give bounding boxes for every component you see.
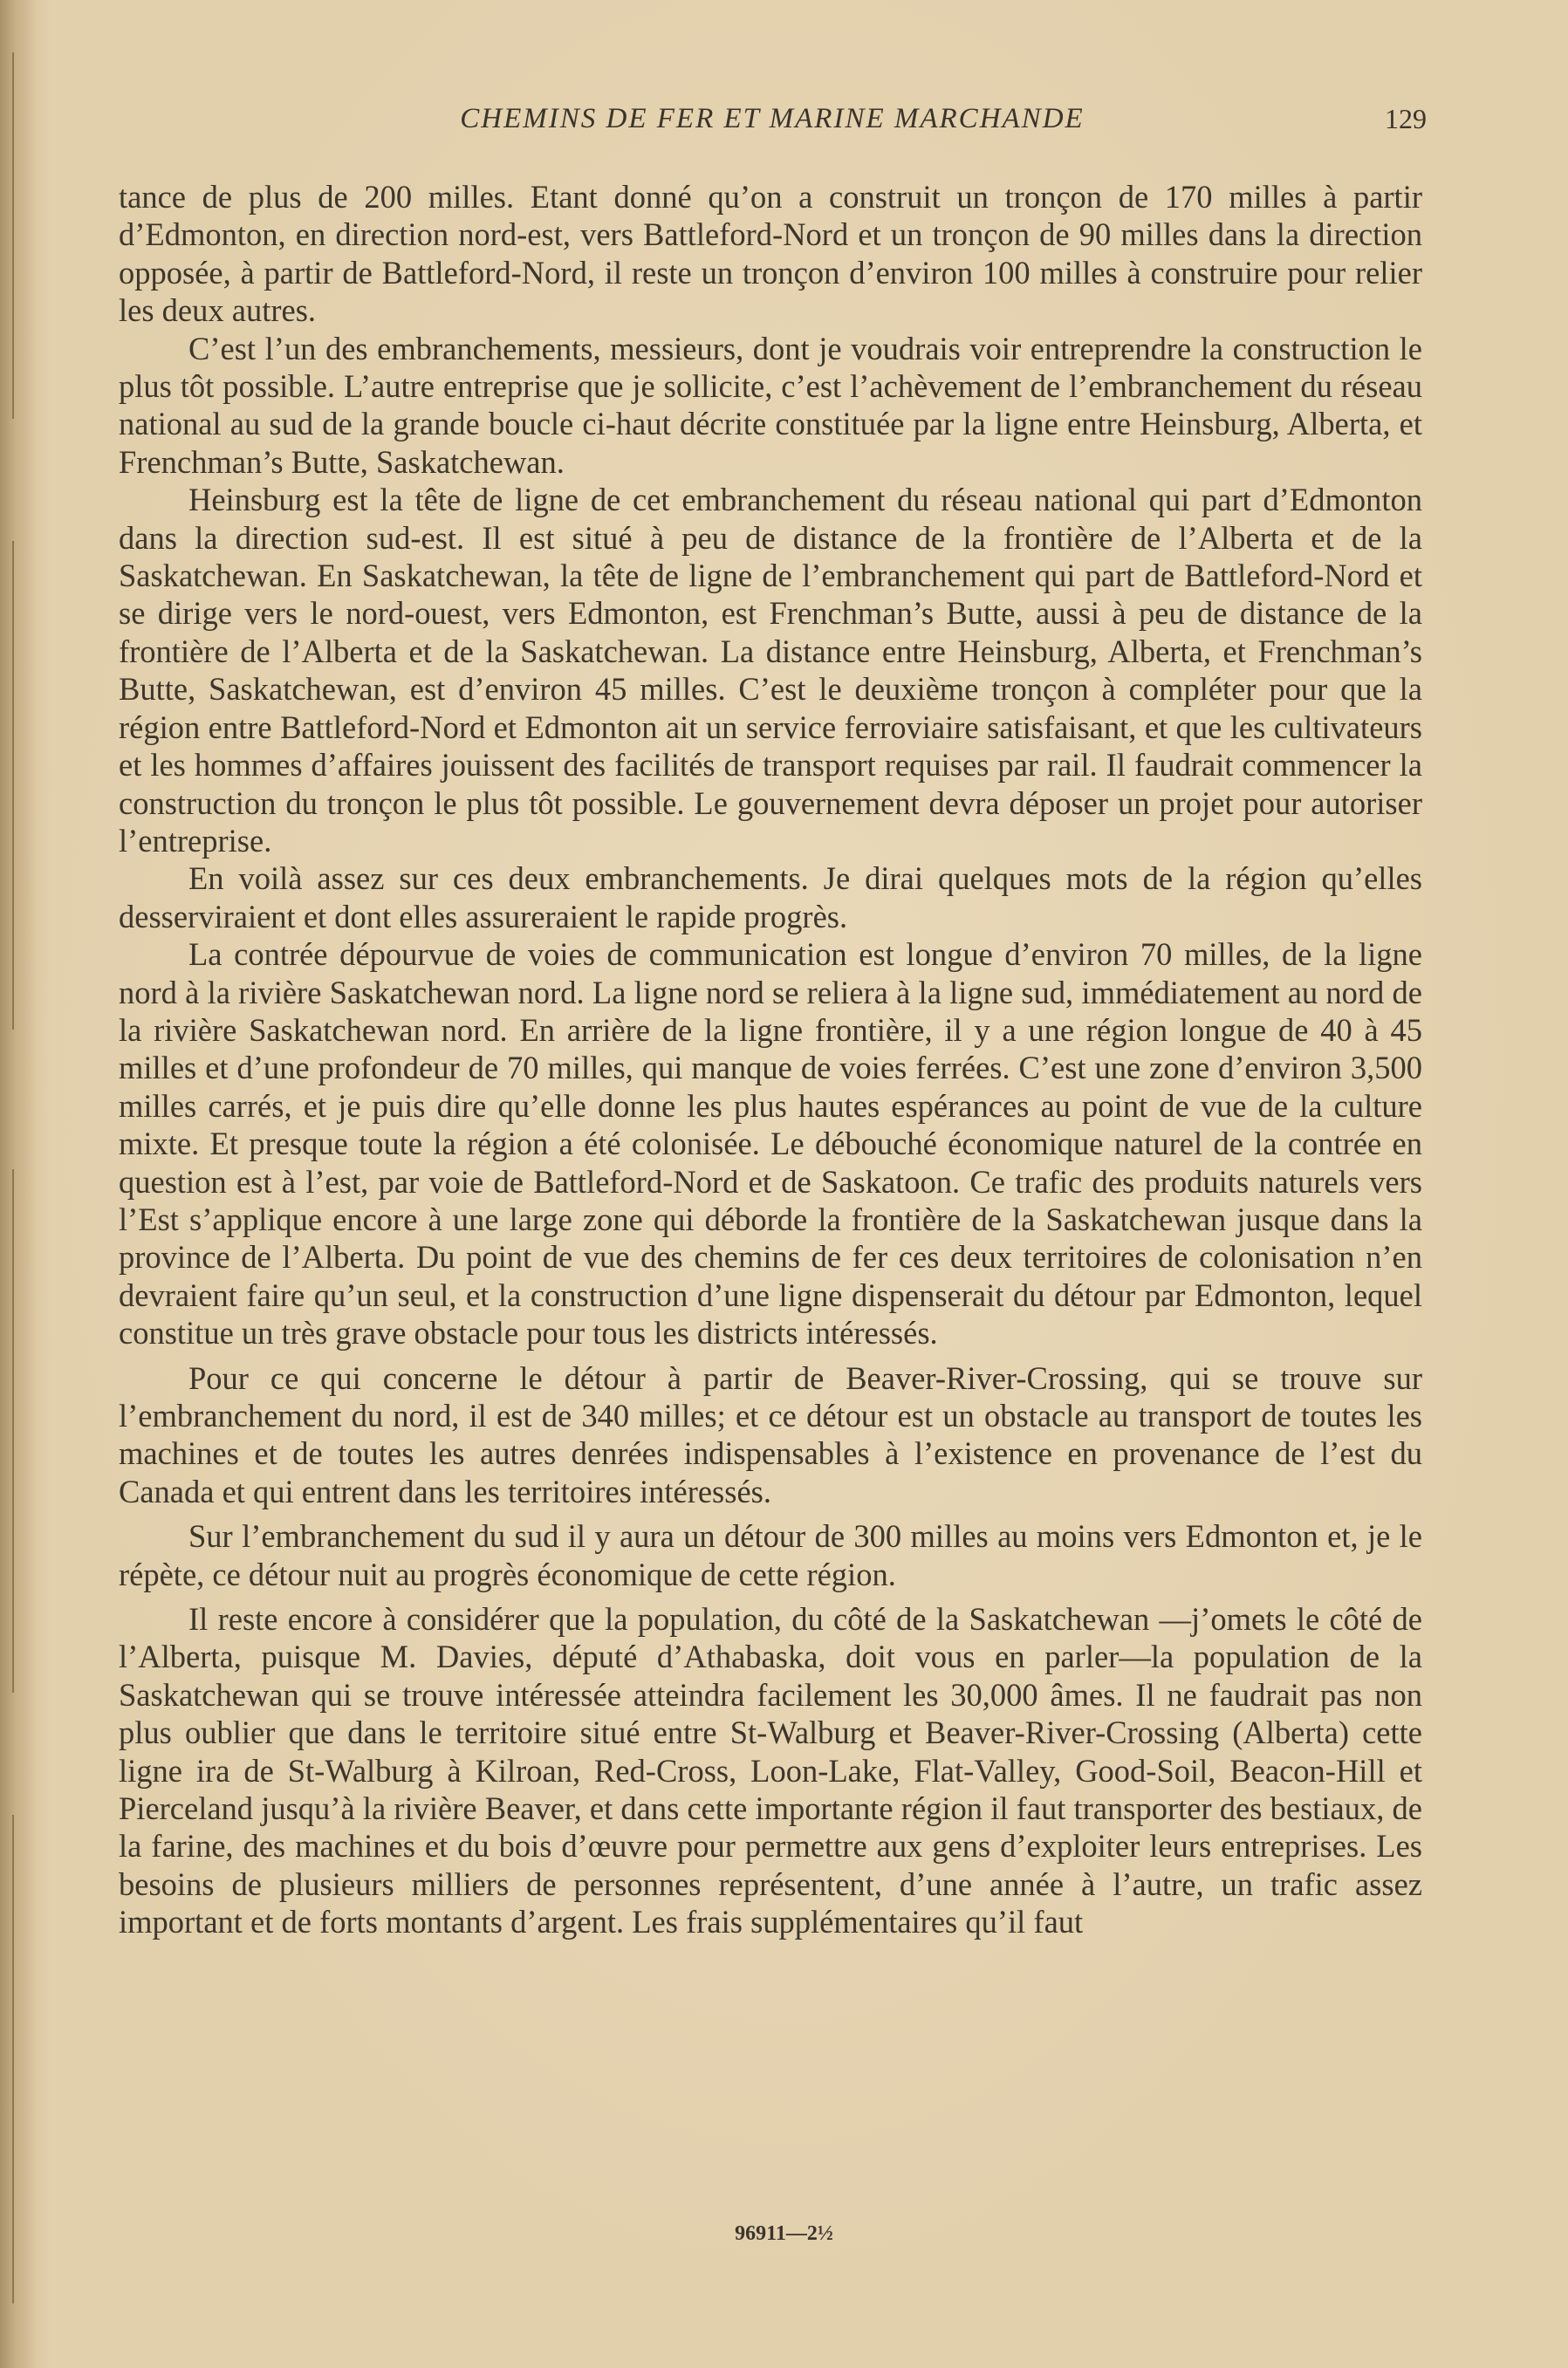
paragraph: La contrée dépourvue de voies de communication est longue d’environ 70 milles, de la ligne nord à la rivière Saskatchewan nord. La ligne nord se reliera à la ligne sud, immédiatement au nord de la rivière Saskatchewan nord. En arrière de la ligne frontière, il y a une région longue de 40 à 45 milles et d’une profondeur de 70 milles, qui manque de voies ferrées. C’est une zone d’environ 3,500 milles carrés, et je puis dire qu’elle donne les plus hautes espérances au point de vue de la culture mixte. Et presque toute la région a été colonisée. Le débouché économique naturel de la contrée en question est à l’est, par voie de Battleford-Nord et de Saskatoon. Ce trafic des produits naturels vers l’Est s’applique encore à une large zone qui déborde la frontière de la Saskatchewan jusque dans la province de l’Alberta. Du point de vue des chemins de fer ces deux territoires de colonisation n’en devraient faire qu’un seul, et la construction d’une ligne dispenserait du détour par Edmonton, lequel constitue un très grave obstacle pour tous les districts intéressés. — [119, 936, 1422, 1352]
paragraph: Pour ce qui concerne le détour à partir de Beaver-River-Crossing, qui se trouve sur l’embranchement du nord, il est de 340 milles; et ce détour est un obstacle au transport de toutes les machines et de toutes les autres denrées indispensables à l’existence en provenance de l’est du Canada et qui entrent dans les territoires intéressés. — [119, 1359, 1422, 1509]
binding-thread — [12, 52, 14, 419]
paragraph: En voilà assez sur ces deux embranchements. Je dirai quelques mots de la région qu’elles desserviraient et dont elles assureraient le rapide progrès. — [119, 860, 1422, 934]
page-header — [118, 103, 1427, 147]
paragraph: Sur l’embranchement du sud il y aura un détour de 300 milles au moins vers Edmonton et, je le répète, ce détour nuit au progrès économique de cette région. — [119, 1518, 1422, 1592]
paragraph: C’est l’un des embranchements, messieurs, dont je voudrais voir entreprendre la construction le plus tôt possible. L’autre entreprise que je sollicite, c’est l’achèvement de l’embranchement du réseau national au sud de la grande boucle ci-haut décrite constituée par la ligne entre Heinsburg, Alberta, et Frenchman’s Butte, Saskatchewan. — [119, 330, 1422, 480]
binding-thread — [12, 1169, 14, 1693]
page-body — [119, 178, 1422, 1941]
paragraph: Il reste encore à considérer que la population, du côté de la Saskatchewan —j’omets le côté de l’Alberta, puisque M. Davies, député d’Athabaska, doit vous en parler—la population de la Saskatchewan qui se trouve intéressée atteindra facilement les 30,000 âmes. Il ne faudrait pas non plus oublier que dans le territoire situé entre St-Walburg et Beaver-River-Crossing (Alberta) cette ligne ira de St-Walburg à Kilroan, Red-Cross, Loon-Lake, Flat-Valley, Good-Soil, Beacon-Hill et Pierceland jusqu’à la rivière Beaver, et dans cette importante région il faut transporter des bestiaux, de la farine, des machines et du bois d’œuvre pour permettre aux gens d’exploiter leurs entreprises. Les besoins de plusieurs milliers de personnes représentent, d’une année à l’autre, un trafic assez important et de forts montants d’argent. Les frais supplémentaires qu’il faut — [119, 1601, 1422, 1940]
page-number: 129 — [1385, 103, 1427, 134]
printer-signature: 96911—2½ — [735, 2222, 833, 2245]
running-title: CHEMINS DE FER ET MARINE MARCHANDE — [460, 103, 1085, 134]
paragraph: Heinsburg est la tête de ligne de cet embranchement du réseau national qui part d’Edmonton dans la direction sud-est. Il est situé à peu de distance de la frontière de l’Alberta et de la Saskatchewan. En Saskatchewan, la tête de ligne de l’embranchement qui part de Battleford-Nord et se dirige vers le nord-ouest, vers Edmonton, est Frenchman’s Butte, aussi à peu de distance de la frontière de l’Alberta et de la Saskatchewan. La distance entre Heinsburg, Alberta, et Frenchman’s Butte, Saskatchewan, est d’environ 45 milles. C’est le deuxième tronçon à compléter pour que la région entre Battleford-Nord et Edmonton ait un service ferroviaire satisfaisant, et que les cultivateurs et les hommes d’affaires jouissent des facilités de transport requises par rail. Il faudrait commencer la construction du tronçon le plus tôt possible. Le gouvernement devra déposer un projet pour autoriser l’entreprise. — [119, 482, 1422, 859]
book-spine-shadow — [0, 0, 37, 2368]
paragraph-continued: tance de plus de 200 milles. Etant donné qu’on a construit un tronçon de 170 milles à partir d’Edmonton, en direction nord-est, vers Battleford-Nord et un tronçon de 90 milles dans la direction opposée, à partir de Battleford-Nord, il reste un tronçon d’environ 100 milles à construire pour relier les deux autres. — [119, 179, 1422, 329]
binding-thread — [12, 541, 14, 1030]
